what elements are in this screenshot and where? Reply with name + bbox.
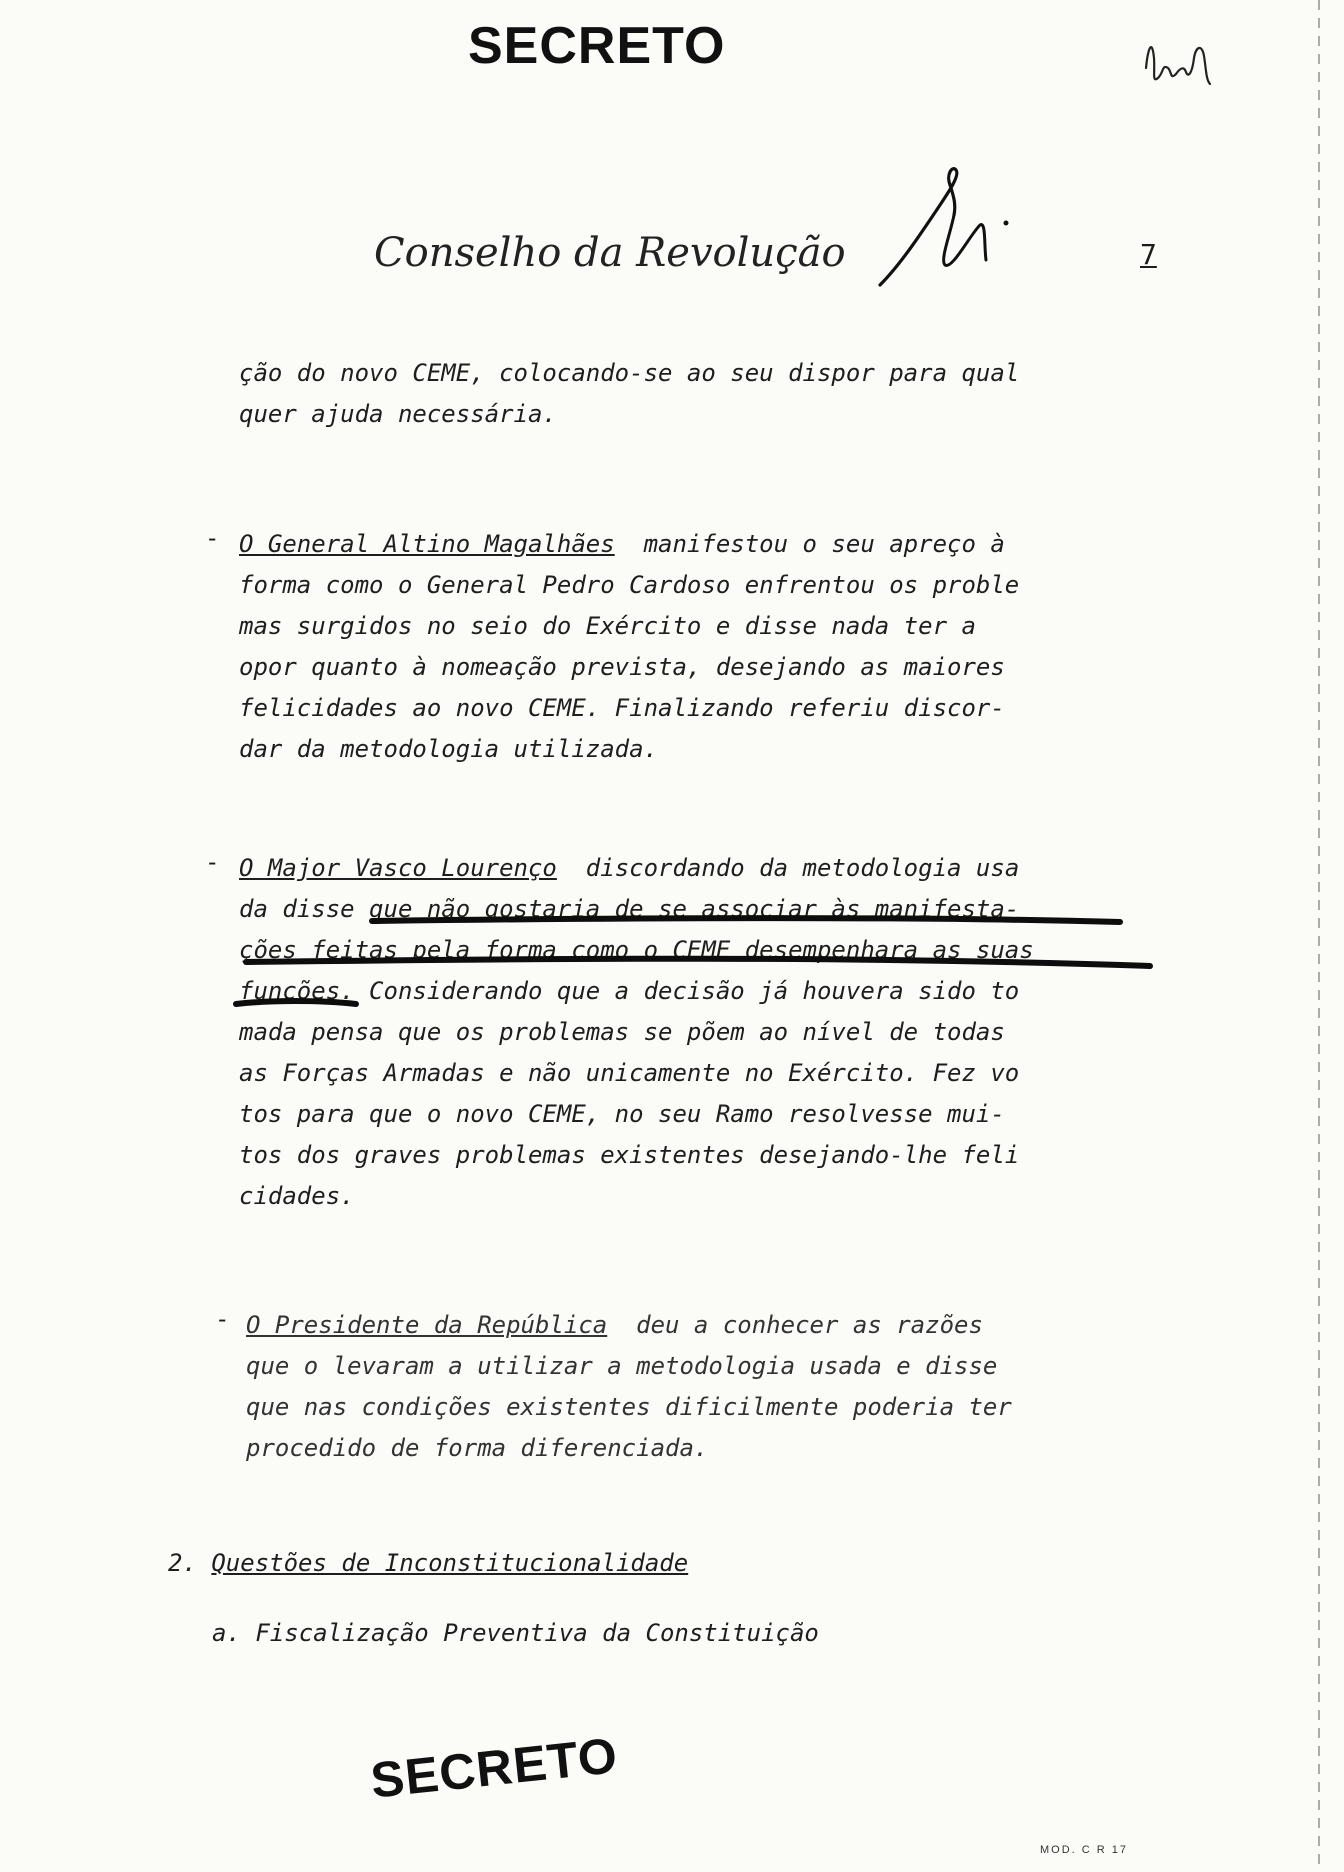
text-line: que o levaram a utilizar a metodologia usada e disse: [246, 1352, 998, 1380]
speaker-name: O Major Vasco Lourenço: [239, 854, 557, 882]
text-line: discordando da metodologia usa: [556, 854, 1020, 882]
paragraph-general-altino: [239, 524, 1019, 770]
text-line: deu a conhecer as razões: [607, 1311, 983, 1339]
text-line: quer ajuda necessária.: [239, 400, 557, 428]
form-code: MOD. C R 17: [1040, 1844, 1129, 1856]
list-bullet: -: [215, 1305, 230, 1333]
paragraph-continuation: [239, 353, 1019, 435]
text-line: funções. Considerando que a decisão já houvera sido to: [239, 977, 1020, 1005]
handwritten-initials: [1140, 28, 1220, 98]
text-line: forma como o General Pedro Cardoso enfrentou os proble: [239, 571, 1020, 599]
text-line: felicidades ao novo CEME. Finalizando referiu discor-: [239, 694, 1005, 722]
section-number: 2.: [168, 1549, 197, 1577]
text-line: as Forças Armadas e não unicamente no Exército. Fez vo: [239, 1059, 1020, 1087]
text-line: dar da metodologia utilizada.: [239, 735, 659, 763]
paragraph-major-vasco: [239, 848, 1034, 1217]
classification-stamp-top: SECRETO: [468, 17, 726, 75]
scan-edge-marks: [1318, 0, 1320, 1872]
text-line: manifestou o seu apreço à: [614, 530, 1005, 558]
list-bullet: -: [205, 524, 220, 552]
text-line: mada pensa que os problemas se põem ao nível de todas: [239, 1018, 1005, 1046]
text-line: da disse que não gostaria de se associar às manifesta-: [239, 895, 1020, 923]
list-bullet: -: [205, 848, 220, 876]
text-line: mas surgidos no seio do Exército e disse nada ter a: [239, 612, 976, 640]
speaker-name: O Presidente da República: [246, 1311, 608, 1339]
speaker-name: O General Altino Magalhães: [239, 530, 615, 558]
page-number: 7: [1140, 238, 1157, 271]
subsection-heading: [212, 1613, 819, 1654]
text-line: procedido de forma diferenciada.: [246, 1434, 709, 1462]
text-line: que nas condições existentes dificilmente poderia ter: [246, 1393, 1012, 1421]
text-line: ção do novo CEME, colocando-se ao seu dispor para qual: [239, 359, 1020, 387]
classification-stamp-bottom: SECRETO: [368, 1727, 621, 1809]
handwritten-signature: [860, 165, 1020, 300]
section-heading: [168, 1543, 688, 1584]
subsection-letter: a.: [212, 1619, 241, 1647]
text-line: cidades.: [239, 1182, 355, 1210]
text-line: tos dos graves problemas existentes desejando-lhe feli: [239, 1141, 1020, 1169]
subsection-title: Fiscalização Preventiva da Constituição: [255, 1619, 819, 1647]
section-title: Questões de Inconstitucionalidade: [211, 1549, 689, 1577]
text-line: tos para que o novo CEME, no seu Ramo resolvesse mui-: [239, 1100, 1005, 1128]
text-line: opor quanto à nomeação prevista, desejando as maiores: [239, 653, 1005, 681]
paragraph-presidente: [246, 1305, 1012, 1469]
letterhead-title: Conselho da Revolução: [374, 230, 846, 276]
text-line: ções feitas pela forma como o CEME desempenhara as suas: [239, 936, 1034, 964]
